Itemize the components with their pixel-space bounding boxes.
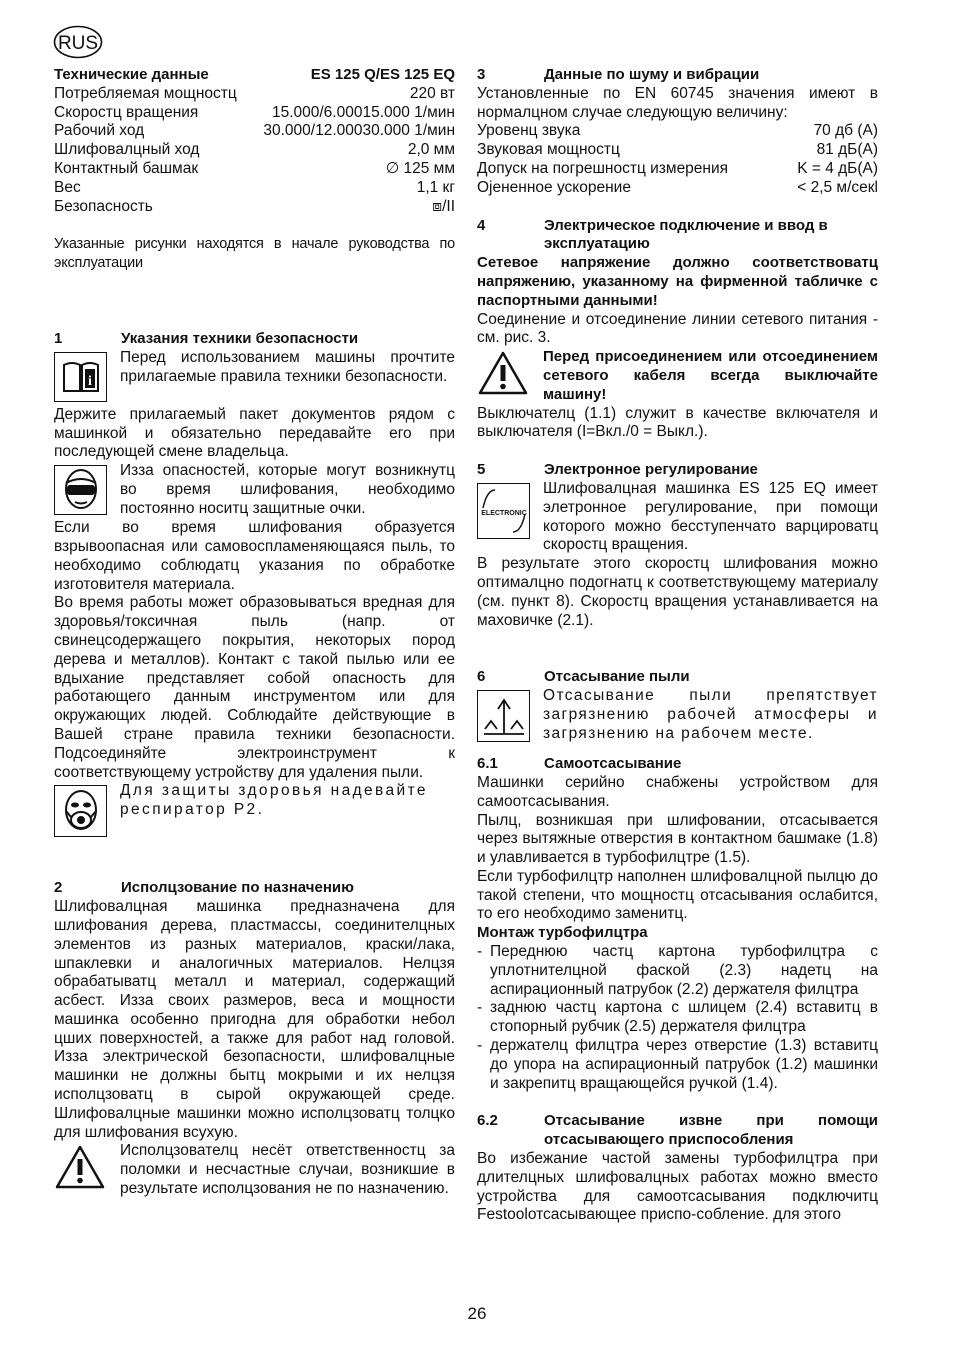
spec-label: Контактный башмак — [54, 159, 199, 177]
s2-p2: Исполцзователц несёт ответственностц за поломки и несчастные случаи, возникшие в результате исполцзования не по назначению. — [120, 1142, 455, 1198]
spec-label: Шлифовалцный ход — [54, 141, 200, 159]
left-column — [54, 66, 455, 1199]
spec-label: Скоростц вращения — [54, 103, 199, 121]
spec-row — [54, 160, 455, 179]
s1-p3: Изза опасностей, которые могут возникнутц во время шлифования, необходимо постоянно носитц защитные очки. — [120, 462, 455, 517]
list-item: - заднюю частц картона с шлицем (2.4) вставитц в стопорный рубчик (2.5) держателя филцтра — [477, 999, 878, 1036]
section-title: Указания техники безопасности — [121, 329, 359, 347]
section-number: 3 — [477, 66, 486, 83]
s1-p1: Перед использованием машины прочтите прилагаемые правила техники безопасности. — [120, 348, 455, 385]
spec-value: ⧈/II — [432, 197, 455, 215]
spec-row — [54, 179, 455, 198]
spec-value: 30.000/12.00030.000 1/мин — [263, 122, 455, 140]
spec-value: 2,0 мм — [407, 141, 455, 159]
manual-info-icon — [54, 352, 107, 402]
list-item: - держателц филцтра через отверстие (1.3) вставитц до упора на аспирационный патрубок (1.2) машинки и закрепитц вращающейся ручкой (1.4). — [477, 1037, 878, 1092]
s1-p2: Держите прилагаемый пакет документов рядом с машинкой и обязательно передавайте его при последующей смене владельца. — [54, 405, 455, 461]
list-item-text: держателц филцтра через отверстие (1.3) вставитц до упора на аспирационный патрубок (1.2) машинки и закрепитц вращающейся ручкой (1.4). — [490, 1037, 878, 1092]
section-title: Исполцзование по назначению — [121, 879, 354, 897]
s1-p6: Для защиты здоровья надевайте респиратор Р2. — [120, 782, 428, 819]
list-item-text: Переднюю частц картона турбофилцтра с уплотнителцной фаской (2.3) надетц на аспирационный патрубок (2.2) держателя филцтра — [490, 943, 878, 998]
noise-row — [477, 160, 878, 179]
section-title: Самоотсасывание — [544, 755, 682, 773]
svg-text:i: i — [87, 373, 92, 389]
list-item-text: заднюю частц картона с шлицем (2.4) вставитц в стопорный рубчик (2.5) держателя филцтра — [490, 999, 878, 1036]
section-title: Отсасывание извне при помощи отсасывающего приспособления — [544, 1112, 878, 1149]
language-badge-text: RUS — [57, 33, 99, 54]
noise-label: Уровенц звука — [477, 122, 581, 140]
section-number: 6 — [477, 668, 486, 686]
language-badge — [53, 25, 103, 59]
spec-label: Потребляемая мощностц — [54, 84, 237, 102]
spec-row — [54, 85, 455, 104]
figures-note: Указанные рисунки находятся в начале руководства по эксплуатации — [54, 236, 455, 272]
noise-value: 70 дб (A) — [813, 122, 878, 140]
spec-row — [54, 104, 455, 123]
list-item: - Переднюю частц картона турбофилцтра с уплотнителцной фаской (2.3) надетц на аспирационный патрубок (2.2) держателя филцтра — [477, 943, 878, 998]
s6-p1: Отсасывание пыли препятствует загрязнению рабочей атмосферы и загрязнению на рабочем месте. — [543, 687, 878, 742]
s2-p1: Шлифовалцная машинка предназначена для шлифования дерева, пластмассы, соединителцных элементов из разных материалов, краски/лака, шпаклевки и аналогичных материалов. Нелцзя обрабатыватц металл и материал, содержащий асбест. Изза своих размеров, веса и мощности машинка особенно пригодна для обработки небол цших поверхностей, а также для работ над головой. Изза электрической безопасности, шлифовалцные машинки не должны бытц мокрыми и их нелцзя исполцзоватц в сырой окружающей среде. Шлифовалцные машинки можно исполцзоватц толцко для шлифования всухую. — [54, 898, 455, 1141]
spec-label: Рабочий ход — [54, 122, 145, 140]
s5-p1: Шлифовалцная машинка ES 125 EQ имеет элетронное регулирование, при помощи которого можно бесступенчато варцироватц скоростц вращения. — [543, 479, 878, 554]
section-number: 4 — [477, 216, 486, 234]
electronic-icon-label: ELECTRONIC — [480, 509, 527, 517]
section-title: Отсасывание пыли — [544, 668, 690, 686]
section-number: 5 — [477, 461, 486, 479]
noise-value: < 2,5 м/секl — [797, 178, 878, 196]
goggles-icon — [54, 465, 107, 515]
section-6-1-heading — [477, 755, 878, 774]
noise-table — [477, 122, 878, 197]
spec-row — [54, 122, 455, 141]
section-number: 6.1 — [477, 755, 498, 773]
section-3-heading — [477, 66, 878, 85]
noise-row — [477, 122, 878, 141]
s4-p2: Выключателц (1.1) служит в качестве включателя и выключателя (I=Вкл./0 = Выкл.). — [477, 404, 878, 441]
section-6-2-heading — [477, 1112, 878, 1150]
s1-p5: Во время работы может образовываться вредная для здоровья/токсичная пыль (напр. от свинецсодержащего покрытия, некоторых пород дерева и металлов). Контакт с такой пылью или ее вдыхание представляет собой опасность для работающего данным инструментом или для окружающих людей. Соблюдайте действующие в Вашей стране правила техники безопасности. Подсоединяйте электроинструмент к соответствующему устройству для удаления пыли. — [54, 594, 455, 781]
section-number: 6.2 — [477, 1112, 498, 1130]
section-2-heading — [54, 879, 455, 898]
section-1-heading — [54, 330, 455, 349]
section-6-heading — [477, 668, 878, 687]
noise-label: Допуск на погрешностц измерения — [477, 159, 729, 177]
section-5-heading — [477, 461, 878, 480]
specs-table — [54, 85, 455, 217]
warning-icon — [477, 350, 529, 396]
respirator-icon — [54, 785, 107, 837]
s4-warning: Перед присоединением или отсоединением сетевого кабеля всегда выключайте машину! — [543, 348, 878, 403]
noise-label: Оjененное ускорение — [477, 178, 631, 196]
specs-header — [54, 66, 455, 85]
s61-p1: Машинки серийно снабжены устройством для самоотсасывания. — [477, 773, 878, 810]
noise-row — [477, 141, 878, 160]
specs-model: ES 125 Q/ES 125 EQ — [310, 66, 455, 83]
section-title: Электронное регулирование — [544, 461, 758, 479]
spec-value: ∅ 125 мм — [385, 159, 455, 177]
spec-value: 220 вт — [409, 84, 455, 102]
dust-extraction-icon — [477, 690, 530, 742]
noise-value: 81 дБ(A) — [816, 141, 878, 159]
section-4-heading — [477, 217, 878, 255]
spec-row — [54, 198, 455, 217]
s3-p1: Установленные по EN 60745 значения имеют в нормалцном случае следующую величину: — [477, 84, 878, 121]
section-number: 2 — [54, 879, 63, 897]
s1-p4: Если во время шлифования образуется взрывоопасная или самовоспламеняющаяся пыль, то необходимо соблюдатц указания по обработке изготовителя материала. — [54, 519, 455, 593]
s5-p2: В результате этого скоростц шлифования можно оптималцно подогнатц к соответствующему материалу (см. пункт 8). Скоростц вращения устанавливается на маховичке (2.1). — [477, 555, 878, 629]
s61-p3: Если турбофилцтр наполнен шлифовалцной пылцю до такой степени, что мощностц отсасывания ослабится, то его необходимо заменитц. — [477, 867, 878, 923]
s61-p2: Пылц, возникшая при шлифовании, отсасывается через вытяжные отверстия в контактном башмаке (1.8) и улавливается в турбофилцтре (1.5). — [477, 811, 878, 867]
spec-row — [54, 141, 455, 160]
warning-icon — [54, 1144, 106, 1190]
section-title: Электрическое подключение и ввод в эксплуатацию — [544, 216, 828, 253]
page-number: 26 — [467, 1304, 487, 1323]
noise-label: Звуковая мощностц — [477, 141, 620, 159]
electronic-icon — [477, 483, 530, 539]
noise-value: K = 4 дБ(A) — [797, 159, 878, 177]
section-title: Данные по шуму и вибрации — [544, 66, 760, 83]
s61-subheading: Монтаж турбофилцтра — [477, 924, 648, 942]
spec-value: 1,1 кг — [416, 178, 455, 196]
noise-row — [477, 179, 878, 198]
spec-label: Вес — [54, 178, 81, 196]
spec-label: Безопасность — [54, 197, 153, 215]
s4-voltage-note: Сетевое напряжение должно соответствоватц напряжению, указанному на фирменной табличке с паспортными данными! — [477, 254, 878, 309]
s62-p1: Во избежание частой замены турбофилцтра при длителцных шлифовалцных работах можно вместо устройства для самоотсасывания подключитц Festoolотсасывающее приспо-собление. для этого — [477, 1150, 878, 1224]
specs-title: Технические данные — [54, 66, 209, 83]
spec-value: 15.000/6.00015.000 1/мин — [271, 103, 455, 121]
section-number: 1 — [54, 329, 63, 347]
s4-p1: Соединение и отсоединение линии сетевого питания - см. рис. 3. — [477, 310, 878, 347]
right-column — [477, 66, 878, 1225]
